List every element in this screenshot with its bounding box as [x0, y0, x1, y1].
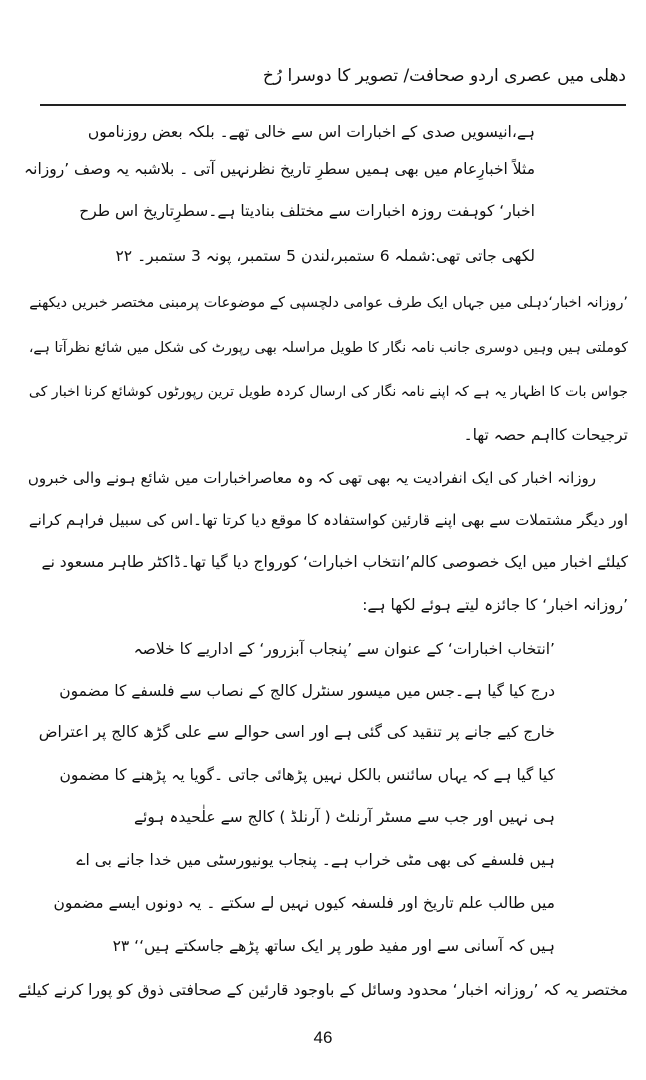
text-line: مثلاً اخبارِعام میں بھی ہمیں سطرِ تاریخ نظرنہیں آتی ۔ بلاشبہ یہ وصف ’روزانہ	[24, 160, 535, 178]
text-line: کوملتی ہیں وہیں دوسری جانب نامہ نگار کا طویل مراسلہ بھی رپورٹ کی شکل میں شائع نظرآتا ہے،	[28, 340, 628, 356]
text-line: لکھی جاتی تھی:شملہ 6 ستمبر،لندن 5 ستمبر، پونہ 3 ستمبر۔ ۲۲	[115, 247, 535, 265]
text-line: جواس بات کا اظہار یہ ہے کہ اپنے نامہ نگار کی ارسال کردہ طویل ترین رپورٹوں کوشائع کرنا اخبار کی	[28, 384, 628, 400]
text-line: ’روزانہ اخبار‘دہلی میں جہاں ایک طرف عوامی دلچسپی کے موضوعات پرمبنی مختصر خبریں دیکھنے	[29, 295, 628, 311]
text-line: اخبار‘ کوہفت روزہ اخبارات سے مختلف بنادیتا ہے۔سطرِتاریخ اس طرح	[79, 202, 535, 220]
quote-line: ہیں فلسفے کی بھی مٹی خراب ہے۔ پنجاب یونیورسٹی میں خدا جانے بی اے	[76, 851, 555, 869]
text-line: اور دیگر مشتملات سے بھی اپنے قارئین کواستفادہ کا موقع دیا کرتا تھا۔اس کی سبیل فراہم کرانے	[28, 511, 628, 529]
quote-line: کیا گیا ہے کہ یہاں سائنس بالکل نہیں پڑھائی جاتی ۔گویا یہ پڑھنے کا مضمون	[59, 766, 555, 784]
text-line: ’روزانہ اخبار‘ کا جائزہ لیتے ہوئے لکھا ہے:	[362, 596, 628, 614]
page-number: 46	[313, 1028, 333, 1047]
header-rule	[40, 104, 626, 106]
text-line: ہے،انیسویں صدی کے اخبارات اس سے خالی تھے۔ بلکہ بعض روزناموں	[87, 123, 535, 141]
quote-line: ہیں کہ آسانی سے اور مفید طور پر ایک ساتھ پڑھے جاسکتے ہیں‘‘ ۲۳	[112, 937, 555, 955]
quote-line: ہی نہیں اور جب سے مسٹر آرنلٹ ( آرنلڈ ) کالج سے علٰحیدہ ہوئے	[133, 808, 555, 826]
text-line: کیلئے اخبار میں ایک خصوصی کالم’انتخاب اخبارات‘ کورواج دیا گیا تھا۔ڈاکٹر طاہر مسعود نے	[41, 553, 628, 571]
quote-line: درج کیا گیا ہے۔جس میں میسور سنٹرل کالج کے نصاب سے فلسفے کا مضمون	[59, 682, 555, 700]
quote-line: ’انتخاب اخبارات‘ کے عنوان سے ’پنجاب آبزرور‘ کے اداریے کا خلاصہ	[133, 640, 555, 658]
quote-line: میں طالب علم تاریخ اور فلسفہ کیوں نہیں لے سکتے ۔ یہ دونوں ایسے مضمون	[53, 894, 555, 912]
text-line: مختصر یہ کہ ’روزانہ اخبار‘ محدود وسائل کے باوجود قارئین کے صحافتی ذوق کو پورا کرنے کیلئے	[18, 981, 628, 999]
running-header: دھلی میں عصری اردو صحافت/ تصویر کا دوسرا رُخ	[262, 66, 626, 86]
text-line: روزانہ اخبار کی ایک انفرادیت یہ بھی تھی کہ وہ معاصراخبارات میں شائع ہونے والی خبروں	[27, 469, 596, 487]
quote-line: خارج کیے جانے پر تنقید کی گئی ہے اور اسی حوالے سے علی گڑھ کالج پر اعتراض	[38, 723, 555, 741]
text-line: ترجیحات کااہم حصہ تھا۔	[463, 426, 628, 444]
